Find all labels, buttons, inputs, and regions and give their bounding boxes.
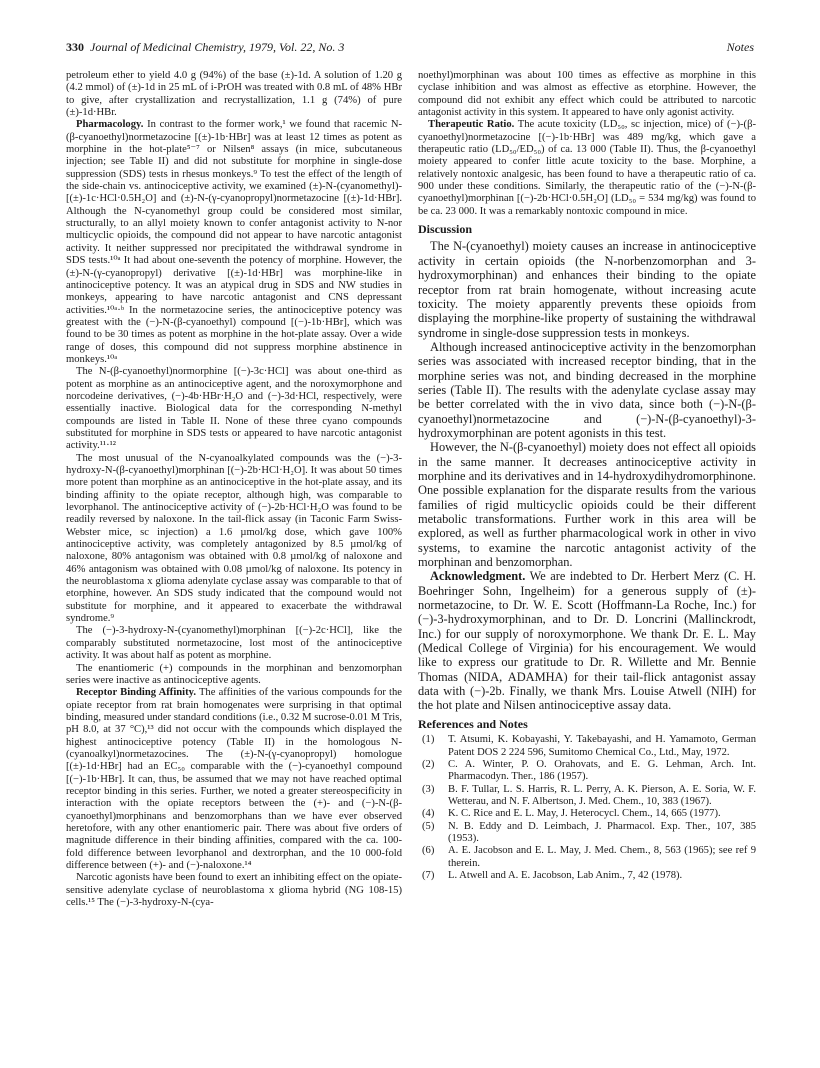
paragraph: The N-(β-cyanoethyl)normorphine [(−)-3c·HCl] was about one-third as potent as morphine as an antinociceptive agent, and the noroxymorphone and norcodeine derivatives, (−)-4b·HBr·H₂O and (−)-3d·HCl, respectively, were essentially inactive. Biological data for the corresponding N-methyl compounds are listed in Table II. None of these three cyano compounds substituted for morphine in SDS tests or appeared to have narcotic antagonist activity.¹¹·¹² — [66, 366, 402, 452]
reference-number: (5) — [422, 820, 435, 832]
paragraph: The most unusual of the N-cyanoalkylated compounds was the (−)-3-hydroxy-N-(β-cyanoethyl)morphinan [(−)-2b·HCl·H₂O]. It was about 50 times more potent than morphine as an antinociceptive in the hot-plate assay, and its binding affinity to the opiate receptor, although high, was comparable to levorphanol. The antinociceptive activity of (−)-2b·HCl·H₂O was found to be readily reversed by naloxone. In the tail-flick assay (in Taconic Farm Swiss-Webster mice, sc injection) a 1.6 µmol/kg dose, which gave 100% antinociceptive activity, was completely antagonized by 8.5 µmol/kg of naloxone, 80% antagonism was obtained with 0.8 µmol/kg of naloxone and 46% antagonism was obtained with 0.08 µmol/kg of naloxone. Its potency in the neuroblastoma x glioma adenylate cyclase assay was comparable to that of etorphine, however. An SDS study indicated that the compound would not substitute for morphine, and it appeared to exacerbate the withdrawal syndrome.⁹ — [66, 452, 402, 625]
run-in-heading: Acknowledgment. — [430, 569, 526, 584]
paragraph-therapeutic-ratio — [418, 119, 756, 218]
reference-number: (4) — [422, 808, 435, 820]
paragraph: Narcotic agonists have been found to exert an inhibiting effect on the opiate-sensitive adenylate cyclase of neuroblastoma x glioma hybrid (NG 108-15) cells.¹⁵ The (−)-3-hydroxy-N-(cya- — [66, 872, 402, 909]
run-in-heading: Pharmacology. — [76, 119, 144, 131]
discussion-body — [418, 239, 756, 712]
paragraph-text: The affinities of the various compounds for the opiate receptor from rat brain homogenates were surprising in that optimal binding, measured under standard conditions (i.e., 0.32 M sucrose-0.01 M Tris, pH 8.0, at 37 °C),¹³ did not occur with the compounds which displayed the highest antinociceptive potency (Table II) in the homologous N-(cyanoalkyl)normetazocines. The (±)-N-(γ-cyanopropyl) homologue [(±)-1d·HBr] had an EC₅₀ comparable with the (−)-cyanoethyl compound [(−)-1b·HBr]. It can, thus, be assumed that we may not have reached optimal receptor binding in this series. Further, we noted a greater stereospecificity in interaction with the opiate receptors between the (+)- and (−)-N-(β-cyanoethyl)morphinans and benzomorphans than we have ever observed heretofore, with any other enantiomeric pair. There was about five orders of magnitude difference in their binding affinities, compared with the ca. 100-fold difference between levorphanol and dextrorphan, and the 10 000-fold difference between (+)- and (−)-naloxone.¹⁴ — [66, 687, 402, 871]
paragraph-acknowledgment — [418, 569, 756, 712]
running-header — [66, 40, 754, 60]
section-heading-references: References and Notes — [418, 716, 528, 731]
paragraph: petroleum ether to yield 4.0 g (94%) of the base (±)-1d. A solution of 1.20 g (4.2 mmol) of (±)-1d in 25 mL of i-PrOH was treated with 0.8 mL of 48% HBr to give, after crystallization and recrystallization, 1.1 g (74%) of pure (±)-1d·HBr. — [66, 70, 402, 119]
reference-text: L. Atwell and A. E. Jacobson, Lab Anim., 7, 42 (1978). — [448, 869, 683, 881]
reference-list — [418, 734, 756, 882]
paragraph-text: The acute toxicity (LD₅₀, sc injection, mice) of (−)-(β-cyanoethyl)normetazocine [(−)-1b·HBr] was 489 mg/kg, which gave a therapeutic ratio (LD₅₀/ED₅₀) of ca. 13 000 (Table II). Thus, the β-cyanoethyl moiety appeared to confer little acute toxicity to the base. Morphine, a relatively nontoxic analgesic, has been found to have a therapeutic ratio of ca. 900 under these conditions. Similarly, the therapeutic ratio of the (−)-N-(β-cyanoethyl)morphinan [(−)-2b·HCl·0.5H₂O] (LD₅₀ = 534 mg/kg) was found to be ca. 23 000. It was a remarkably nontoxic compound in mice. — [418, 119, 756, 217]
reference-text: A. E. Jacobson and E. L. May, J. Med. Chem., 8, 563 (1965); see ref 9 therein. — [448, 845, 756, 869]
reference-text: C. A. Winter, P. O. Orahovats, and E. G. Lehman, Arch. Int. Pharmacodyn. Ther., 186 (1957). — [448, 758, 756, 783]
paragraph: Although increased antinociceptive activity in the benzomorphan series was associated with increased receptor binding, that in the morphine series was not, and binding decreased in the morphine series (Table II). The results with the adenylate cyclase assay may be better correlated with the in vivo data, since both (−)-N-(β-cyanoethyl)normetazocine and (−)-N-(β-cyanoethyl)-3-hydroxymorphinan are potent agonists in this test. — [418, 339, 756, 440]
reference-number: (7) — [422, 869, 435, 881]
paragraph-text: In contrast to the former work,¹ we found that racemic N-(β-cyanoethyl)normetazocine [(±)-1b·HBr] was at least 12 times as potent as morphine in the hot-plate⁵⁻⁷ or Nilsen⁸ assays (in mice, subcutaneous injection; see Table II) and did not substitute for morphine in single-dose suppression (SDS) tests in rhesus monkeys.⁹ To test the effect of the length of the side-chain vs. antinociceptive activity, we examined (±)-N-(cyanomethyl)- [(±)-1c·HCl·0.5H₂O] and (±)-N-(γ-cyanopropyl)normetazocine [(±)-1d·HBr]. Although the N-cyanomethyl group could be considered most similar, structurally, to an allyl moiety known to confer antagonist activity to N-nor multicyclic opioids, the compound did not appear to have narcotic antagonist activity. It neither suppressed nor precipitated the withdrawal syndrome in SDS tests.¹⁰ᵃ It had about one-seventh the potency of morphine. However, the (±)-N-(γ-cyanopropyl) derivative [(±)-1d·HBr] was morphine-like in antinociceptive potency. It was an atypical drug in SDS and NW studies in monkeys, appearing to have narcotic antagonist and CNS depressant activities.¹⁰ᵃ·ᵇ In the normetazocine series, the antinociceptive potency was greatest with the (−)-N-(β-cyanoethyl) compound [(−)-1b·HBr], which was found to be 30 times as potent as morphine in the hot-plate assay. Over a wide range of doses, this compound did not suppress morphine abstinence in monkeys.¹⁰ᵃ — [66, 119, 402, 365]
reference-item — [418, 845, 756, 870]
reference-number: (3) — [422, 783, 435, 795]
reference-number: (6) — [422, 845, 435, 857]
paragraph: The N-(cyanoethyl) moiety causes an increase in antinociceptive activity in certain opioids (the N-norbenzomorphan and 3-hydroxymorphinan) and enhances their binding to the opiate receptor from rat brain homogenate, without increasing acute toxicity. The moiety apparently prevents these opioids from displaying the morphine-like property of sustaining the withdrawal syndrome in single-dose suppression tests in monkeys. — [418, 239, 756, 340]
reference-number: (2) — [422, 758, 435, 770]
reference-text: B. F. Tullar, L. S. Harris, R. L. Perry, A. K. Pierson, A. E. Soria, W. F. Wetterau, and N. F. Albertson, J. Med. Chem., 10, 383 (1967). — [448, 783, 756, 807]
paragraph-text: We are indebted to Dr. Herbert Merz (C. H. Boehringer Sohn, Ingelheim) for a generous supply of (±)-normetazocine, to Dr. W. E. Scott (Hoffmann-La Roche, Inc.) for (−)-3-hydroxymorphinan, and to Dr. D. Loncrini (Mallinckrodt, Inc.) for our supply of noroxymorphone. We thank Dr. E. L. May (Medical College of Virginia) for his encouragement. We would like to express our gratitude to Dr. R. Willette and Mr. Bennie Thomas (NIDA, ADAMHA) for their tail-flick antagonist assay data with (−)-2b. Finally, we thank Mrs. Louise Atwell (NIH) for the hot plate and Nilsen antinociceptive assay data. — [418, 569, 756, 713]
section-heading-discussion: Discussion — [418, 222, 473, 237]
reference-text: K. C. Rice and E. L. May, J. Heterocycl. Chem., 14, 665 (1977). — [448, 808, 721, 820]
reference-text: T. Atsumi, K. Kobayashi, Y. Takebayashi, and H. Yamamoto, German Patent DOS 2 224 596, Sumitomo Chemical Co., Ltd., May, 1972. — [448, 734, 756, 758]
paragraph: noethyl)morphinan was about 100 times as effective as morphine in this cyclase inhibition and was almost as effective as etorphine. However, the compound did not exhibit any effect which could be attributed to narcotic antagonist activity in this system. It appeared to have only agonist activity. — [418, 70, 756, 119]
reference-text: N. B. Eddy and D. Leimbach, J. Pharmacol. Exp. Ther., 107, 385 (1953). — [448, 820, 756, 844]
reference-item — [418, 821, 756, 846]
page-number: 330 — [66, 40, 84, 54]
reference-item — [418, 734, 756, 759]
reference-item — [418, 784, 756, 809]
journal-citation: Journal of Medicinal Chemistry, 1979, Vol. 22, No. 3 — [90, 40, 345, 54]
right-column — [418, 70, 756, 882]
paragraph: The (−)-3-hydroxy-N-(cyanomethyl)morphinan [(−)-2c·HCl], like the comparably substituted normetazocine, lost most of the antinociceptive activity. It was about half as potent as morphine. — [66, 625, 402, 662]
paragraph: However, the N-(β-cyanoethyl) moiety does not effect all opioids in the same manner. It decreases antinociceptive activity in morphine and its derivatives and in 14-hydroxydihydromorphinone. One possible explanation for the disparate results from the various families of rigid multicyclic opioids could be their different metabolic transformations. Further work in this area will be explored, as well as further pharmacological work in other in vivo systems, to examine the narcotic antagonist activity of the morphinan and benzomorphan. — [418, 440, 756, 570]
section-label: Notes — [726, 40, 754, 54]
reference-item — [418, 870, 756, 882]
paragraph-pharmacology — [66, 119, 402, 366]
reference-number: (1) — [422, 734, 435, 746]
paragraph-receptor-binding — [66, 687, 402, 872]
reference-item — [418, 759, 756, 784]
reference-item — [418, 808, 756, 820]
run-in-heading: Receptor Binding Affinity. — [76, 687, 196, 699]
paragraph: The enantiomeric (+) compounds in the morphinan and benzomorphan series were inactive as antinociceptive agents. — [66, 662, 402, 686]
left-column — [66, 70, 402, 909]
run-in-heading: Therapeutic Ratio. — [428, 119, 515, 131]
